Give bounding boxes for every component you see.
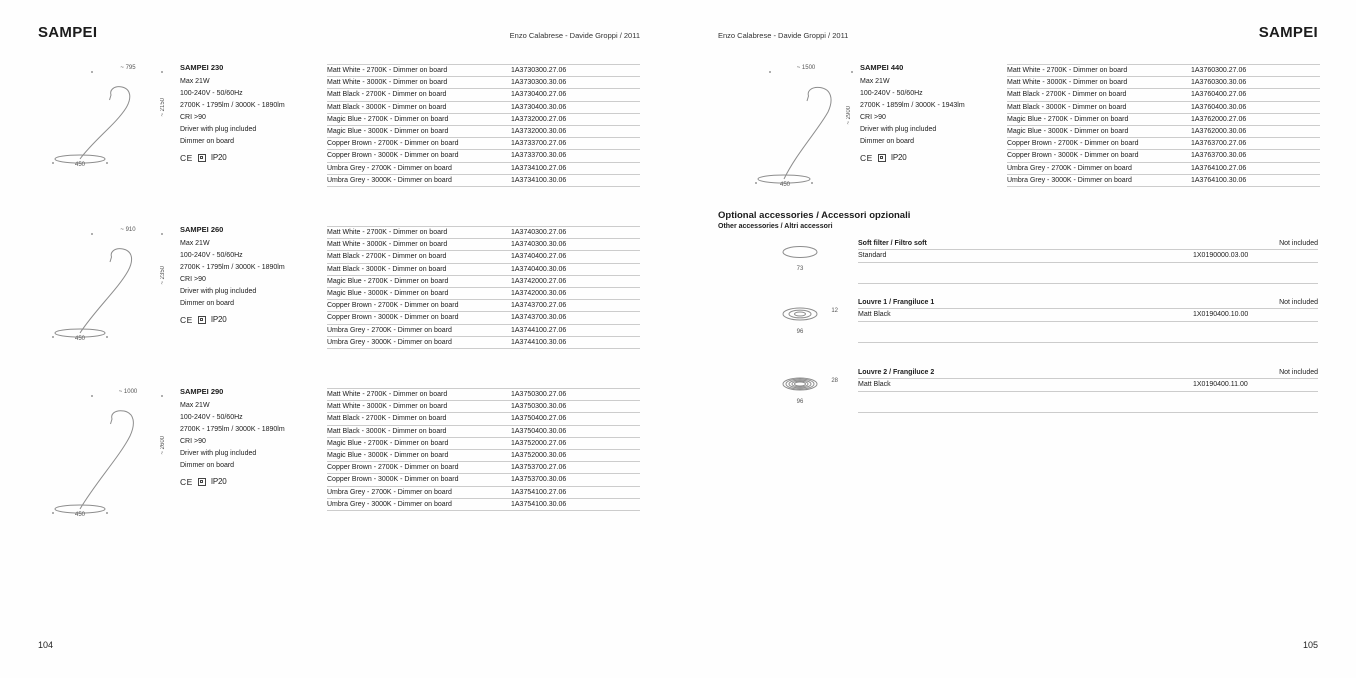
- variant-row: [327, 499, 640, 511]
- spec-line: CRI >90: [180, 114, 206, 122]
- left-page-title: SAMPEI: [38, 24, 98, 41]
- variant-code: 1A3762000.30.06: [1191, 128, 1247, 136]
- variant-description: Umbra Grey - 2700K - Dimmer on board: [327, 164, 452, 172]
- variant-row: [327, 450, 640, 462]
- accessory-drawing: [768, 375, 838, 405]
- variant-row: [327, 65, 640, 77]
- variant-row: [327, 462, 640, 474]
- louvre-2-icon: [774, 375, 826, 393]
- dimension-height-label: ~ 2600: [160, 436, 166, 455]
- ce-mark-icon: CE: [180, 152, 193, 163]
- spec-list: [860, 76, 1006, 163]
- ip-rating-label: IP20: [890, 153, 907, 163]
- dimension-base-label: 450: [74, 512, 85, 518]
- variant-description: Matt White - 3000K - Dimmer on board: [327, 403, 448, 411]
- variant-description: Matt White - 3000K - Dimmer on board: [327, 79, 448, 87]
- variants-table: [1007, 64, 1320, 187]
- product-name: SAMPEI 230: [180, 63, 224, 72]
- variant-code: 1A3733700.27.06: [511, 140, 567, 148]
- left-page-credit: Enzo Calabrese - Davide Groppi / 2011: [509, 31, 640, 40]
- variant-row: [327, 77, 640, 89]
- variant-description: Magic Blue - 2700K - Dimmer on board: [327, 439, 449, 447]
- accessory-value-row: [858, 250, 1318, 262]
- lamp-drawing: [44, 64, 176, 173]
- ce-mark-icon: CE: [860, 152, 873, 163]
- variant-description: Matt Black - 3000K - Dimmer on board: [1007, 103, 1127, 111]
- variant-description: Copper Brown - 3000K - Dimmer on board: [327, 476, 459, 484]
- accessory-code: 1X0190400.11.00: [1193, 380, 1248, 388]
- ce-mark-icon: CE: [180, 314, 193, 325]
- spec-line: Driver with plug included: [180, 288, 257, 296]
- dimension-width-label: ~ 1000: [118, 389, 138, 395]
- dimension-base-label: 450: [74, 336, 85, 342]
- variant-code: 1A3734100.30.06: [511, 176, 567, 184]
- variant-code: 1A3744100.30.06: [511, 338, 567, 346]
- floor-lamp-line-icon: [44, 388, 176, 518]
- variant-code: 1A3763700.27.06: [1191, 140, 1247, 148]
- variant-code: 1A3730400.27.06: [511, 91, 567, 99]
- spec-line: Max 21W: [860, 77, 890, 85]
- accessory-title: Soft filter / Filtro soft: [858, 239, 927, 247]
- accessory-finish: Matt Black: [858, 310, 891, 318]
- right-page-title: SAMPEI: [1258, 24, 1318, 41]
- variant-description: Matt Black - 2700K - Dimmer on board: [327, 415, 447, 423]
- variant-code: 1A3732000.30.06: [511, 128, 567, 136]
- variant-code: 1A3730400.30.06: [511, 103, 567, 111]
- variant-row: [327, 138, 640, 150]
- variant-code: 1A3750400.27.06: [511, 415, 567, 423]
- spec-line: Dimmer on board: [860, 138, 915, 146]
- accessory-availability: Not included: [1279, 239, 1318, 247]
- accessory-table: [858, 297, 1318, 343]
- variant-code: 1A3740400.27.06: [511, 253, 567, 261]
- accessory-finish: Matt Black: [858, 380, 891, 388]
- accessory-empty-row: [858, 322, 1318, 343]
- accessory-code: 1X0190000.03.00: [1193, 251, 1249, 259]
- variant-description: Umbra Grey - 2700K - Dimmer on board: [327, 488, 452, 496]
- variant-description: Umbra Grey - 2700K - Dimmer on board: [1007, 164, 1132, 172]
- right-page-number: 105: [1302, 640, 1318, 650]
- accessory-table: [858, 238, 1318, 284]
- variant-row: [327, 438, 640, 450]
- accessory-title-row: [858, 367, 1318, 379]
- variant-code: 1A3734100.27.06: [511, 164, 567, 172]
- variant-code: 1A3752000.30.06: [511, 452, 567, 460]
- spec-list: [180, 238, 326, 325]
- left-page-number: 104: [38, 640, 54, 650]
- spec-line: 2700K - 1795lm / 3000K - 1890lm: [180, 263, 285, 271]
- variant-row: [327, 389, 640, 401]
- variant-description: Matt White - 2700K - Dimmer on board: [327, 229, 448, 237]
- right-page-credit: Enzo Calabrese - Davide Groppi / 2011: [718, 31, 849, 40]
- variant-code: 1A3753700.30.06: [511, 476, 567, 484]
- variant-row: [327, 312, 640, 324]
- variant-row: [327, 487, 640, 499]
- spec-line: Dimmer on board: [180, 138, 235, 146]
- accessory-empty-row: [858, 263, 1318, 284]
- spec-line: 2700K - 1795lm / 3000K - 1890lm: [180, 101, 285, 109]
- variant-description: Matt Black - 2700K - Dimmer on board: [1007, 91, 1127, 99]
- variant-row: [1007, 150, 1320, 162]
- spec-line: Driver with plug included: [180, 126, 257, 134]
- variant-row: [327, 251, 640, 263]
- variants-table: [327, 64, 640, 187]
- variant-code: 1A3762000.27.06: [1191, 115, 1247, 123]
- variant-description: Matt White - 3000K - Dimmer on board: [327, 241, 448, 249]
- variant-description: Magic Blue - 2700K - Dimmer on board: [1007, 115, 1129, 123]
- variant-description: Matt Black - 3000K - Dimmer on board: [327, 103, 447, 111]
- ip-rating-label: IP20: [210, 153, 227, 163]
- variant-row: [1007, 89, 1320, 101]
- variant-code: 1A3740300.27.06: [511, 229, 567, 237]
- variant-description: Magic Blue - 2700K - Dimmer on board: [327, 277, 449, 285]
- variant-description: Umbra Grey - 2700K - Dimmer on board: [327, 326, 452, 334]
- variant-row: [327, 114, 640, 126]
- variant-row: [327, 102, 640, 114]
- variant-description: Matt White - 2700K - Dimmer on board: [327, 391, 448, 399]
- accessory-title: Louvre 2 / Frangiluce 2: [858, 368, 935, 376]
- variant-description: Matt Black - 2700K - Dimmer on board: [327, 91, 447, 99]
- variant-description: Matt White - 2700K - Dimmer on board: [1007, 67, 1128, 75]
- certifications: [860, 153, 1006, 163]
- variant-row: [327, 426, 640, 438]
- spec-line: Max 21W: [180, 401, 210, 409]
- variant-row: [1007, 114, 1320, 126]
- product-name: SAMPEI 290: [180, 387, 224, 396]
- ip-rating-label: IP20: [210, 315, 227, 325]
- floor-lamp-line-icon: [44, 64, 176, 168]
- spec-line: Dimmer on board: [180, 300, 235, 308]
- dimension-width-label: ~ 910: [120, 227, 136, 233]
- accessories-header: [718, 210, 910, 230]
- ip-rating-label: IP20: [210, 477, 227, 487]
- variant-code: 1A3742000.27.06: [511, 277, 567, 285]
- variant-row: [1007, 102, 1320, 114]
- variant-description: Matt White - 2700K - Dimmer on board: [327, 67, 448, 75]
- variant-description: Copper Brown - 3000K - Dimmer on board: [1007, 152, 1139, 160]
- accessory-dimension-label: 96: [796, 399, 804, 405]
- accessory-value-row: [858, 309, 1318, 321]
- variant-code: 1A3753700.27.06: [511, 464, 567, 472]
- accessory-value-row: [858, 379, 1318, 391]
- variant-row: [327, 288, 640, 300]
- variant-code: 1A3730300.27.06: [511, 67, 567, 75]
- variant-description: Copper Brown - 2700K - Dimmer on board: [327, 464, 459, 472]
- lamp-drawing: [736, 64, 862, 193]
- ce-mark-icon: CE: [180, 476, 193, 487]
- spec-line: 2700K - 1795lm / 3000K - 1890lm: [180, 425, 285, 433]
- floor-lamp-line-icon: [736, 64, 862, 188]
- accessory-title-row: [858, 238, 1318, 250]
- variants-table: [327, 226, 640, 349]
- dimension-base-label: 450: [74, 162, 85, 168]
- certifications: [180, 153, 326, 163]
- accessory-finish: Standard: [858, 251, 887, 259]
- variant-description: Umbra Grey - 3000K - Dimmer on board: [327, 500, 452, 508]
- spec-line: 100-240V - 50/60Hz: [860, 89, 923, 97]
- double-insulation-icon: [198, 154, 206, 162]
- spec-line: Max 21W: [180, 239, 210, 247]
- variant-row: [327, 89, 640, 101]
- accessory-side-dimension-label: 28: [831, 378, 838, 384]
- variant-code: 1A3763700.30.06: [1191, 152, 1247, 160]
- accessory-title-row: [858, 297, 1318, 309]
- variant-row: [1007, 175, 1320, 187]
- spec-line: 100-240V - 50/60Hz: [180, 251, 243, 259]
- product-name: SAMPEI 260: [180, 225, 224, 234]
- variant-row: [327, 325, 640, 337]
- variant-code: 1A3733700.30.06: [511, 152, 567, 160]
- variant-description: Copper Brown - 3000K - Dimmer on board: [327, 314, 459, 322]
- spec-line: Driver with plug included: [860, 126, 937, 134]
- variant-row: [1007, 77, 1320, 89]
- accessory-availability: Not included: [1279, 368, 1318, 376]
- variant-code: 1A3750300.27.06: [511, 391, 567, 399]
- variant-code: 1A3754100.30.06: [511, 500, 567, 508]
- spec-line: Driver with plug included: [180, 450, 257, 458]
- dimension-width-label: ~ 795: [120, 65, 136, 71]
- spec-line: CRI >90: [180, 276, 206, 284]
- dimension-height-label: ~ 2350: [160, 266, 166, 285]
- variant-code: 1A3764100.30.06: [1191, 176, 1247, 184]
- variant-code: 1A3740300.30.06: [511, 241, 567, 249]
- variant-code: 1A3750300.30.06: [511, 403, 567, 411]
- spec-list: [180, 400, 326, 487]
- variant-row: [327, 413, 640, 425]
- variant-row: [327, 126, 640, 138]
- variant-code: 1A3750400.30.06: [511, 427, 567, 435]
- certifications: [180, 477, 326, 487]
- accessory-dimension-label: 96: [796, 329, 804, 335]
- variant-description: Copper Brown - 3000K - Dimmer on board: [327, 152, 459, 160]
- variant-code: 1A3740400.30.06: [511, 265, 567, 273]
- variant-code: 1A3754100.27.06: [511, 488, 567, 496]
- variant-code: 1A3752000.27.06: [511, 439, 567, 447]
- variant-row: [1007, 163, 1320, 175]
- variant-code: 1A3760300.30.06: [1191, 79, 1247, 87]
- variant-code: 1A3760400.27.06: [1191, 91, 1247, 99]
- variant-row: [327, 401, 640, 413]
- variants-table: [327, 388, 640, 511]
- spec-list: [180, 76, 326, 163]
- dimension-height-label: ~ 2150: [160, 98, 166, 117]
- variant-row: [327, 175, 640, 187]
- spec-line: 2700K - 1859lm / 3000K - 1943lm: [860, 101, 965, 109]
- variant-row: [327, 264, 640, 276]
- spec-line: 100-240V - 50/60Hz: [180, 413, 243, 421]
- variant-description: Umbra Grey - 3000K - Dimmer on board: [1007, 176, 1132, 184]
- variant-row: [327, 474, 640, 486]
- variant-description: Magic Blue - 3000K - Dimmer on board: [1007, 128, 1129, 136]
- variant-row: [327, 227, 640, 239]
- double-insulation-icon: [198, 478, 206, 486]
- variant-description: Magic Blue - 3000K - Dimmer on board: [327, 128, 449, 136]
- variant-description: Matt Black - 3000K - Dimmer on board: [327, 265, 447, 273]
- lamp-drawing: [44, 226, 176, 347]
- louvre-1-icon: [774, 305, 826, 323]
- variant-code: 1A3743700.27.06: [511, 302, 567, 310]
- variant-row: [1007, 65, 1320, 77]
- variant-code: 1A3760400.30.06: [1191, 103, 1247, 111]
- spec-line: Max 21W: [180, 77, 210, 85]
- accessories-title: Optional accessories / Accessori opzionali: [718, 210, 911, 221]
- variant-row: [327, 150, 640, 162]
- accessory-dimension-label: 73: [796, 266, 804, 272]
- variant-description: Matt Black - 2700K - Dimmer on board: [327, 253, 447, 261]
- variant-row: [327, 239, 640, 251]
- accessory-side-dimension-label: 12: [831, 308, 838, 314]
- accessory-table: [858, 367, 1318, 413]
- dimension-height-label: ~ 2900: [846, 106, 852, 125]
- floor-lamp-line-icon: [44, 226, 176, 342]
- lamp-drawing: [44, 388, 176, 523]
- variant-row: [1007, 138, 1320, 150]
- spec-line: Dimmer on board: [180, 462, 235, 470]
- variant-description: Magic Blue - 3000K - Dimmer on board: [327, 452, 449, 460]
- variant-code: 1A3743700.30.06: [511, 314, 567, 322]
- accessory-title: Louvre 1 / Frangiluce 1: [858, 298, 935, 306]
- accessory-availability: Not included: [1279, 298, 1318, 306]
- certifications: [180, 315, 326, 325]
- variant-description: Umbra Grey - 3000K - Dimmer on board: [327, 176, 452, 184]
- variant-code: 1A3744100.27.06: [511, 326, 567, 334]
- accessories-subtitle: Other accessories / Altri accessori: [718, 223, 833, 230]
- variant-code: 1A3742000.30.06: [511, 290, 567, 298]
- spec-line: 100-240V - 50/60Hz: [180, 89, 243, 97]
- accessory-drawing: [768, 244, 832, 272]
- dimension-base-label: 450: [779, 182, 790, 188]
- accessory-empty-row: [858, 392, 1318, 413]
- variant-row: [327, 163, 640, 175]
- variant-row: [1007, 126, 1320, 138]
- variant-row: [327, 276, 640, 288]
- variant-row: [327, 337, 640, 349]
- double-insulation-icon: [878, 154, 886, 162]
- variant-description: Umbra Grey - 3000K - Dimmer on board: [327, 338, 452, 346]
- variant-code: 1A3764100.27.06: [1191, 164, 1247, 172]
- variant-description: Magic Blue - 2700K - Dimmer on board: [327, 115, 449, 123]
- double-insulation-icon: [198, 316, 206, 324]
- spec-line: CRI >90: [860, 114, 886, 122]
- dimension-width-label: ~ 1500: [796, 65, 816, 71]
- accessory-code: 1X0190400.10.00: [1193, 310, 1249, 318]
- variant-description: Magic Blue - 3000K - Dimmer on board: [327, 290, 449, 298]
- variant-code: 1A3760300.27.06: [1191, 67, 1247, 75]
- soft-filter-icon: [774, 244, 826, 260]
- variant-description: Copper Brown - 2700K - Dimmer on board: [327, 140, 459, 148]
- variant-code: 1A3730300.30.06: [511, 79, 567, 87]
- accessory-drawing: [768, 305, 838, 335]
- variant-row: [327, 300, 640, 312]
- product-name: SAMPEI 440: [860, 63, 904, 72]
- variant-description: Copper Brown - 2700K - Dimmer on board: [1007, 140, 1139, 148]
- variant-description: Matt White - 3000K - Dimmer on board: [1007, 79, 1128, 87]
- variant-code: 1A3732000.27.06: [511, 115, 567, 123]
- variant-description: Matt Black - 3000K - Dimmer on board: [327, 427, 447, 435]
- variant-description: Copper Brown - 2700K - Dimmer on board: [327, 302, 459, 310]
- spec-line: CRI >90: [180, 438, 206, 446]
